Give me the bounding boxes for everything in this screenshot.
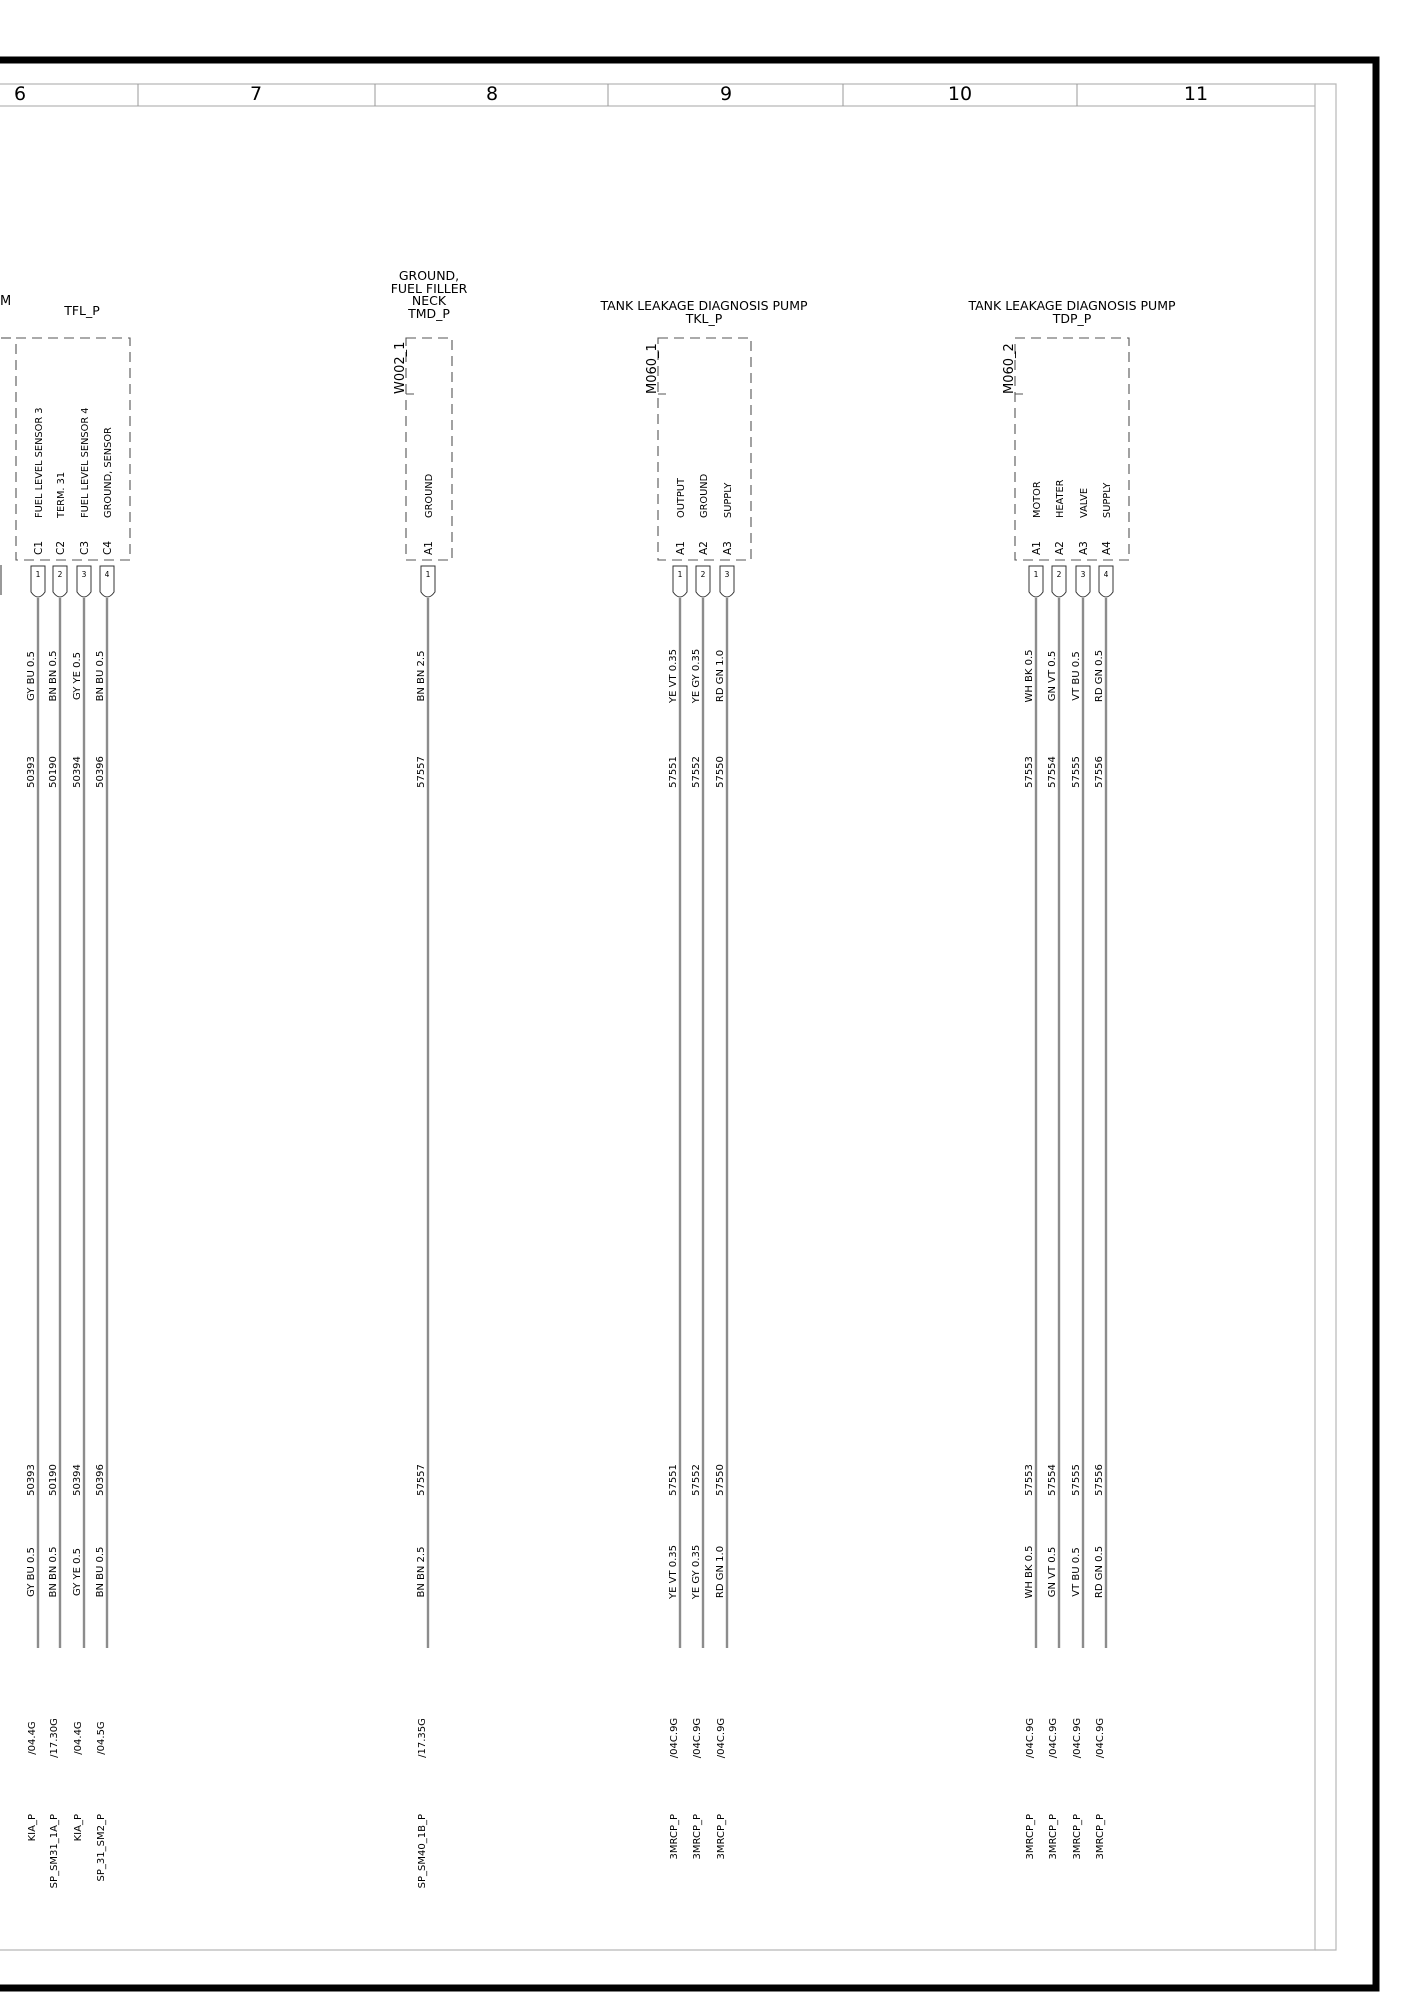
destination-page-ref: /04C.9G — [1072, 1717, 1083, 1759]
connector-housing — [406, 338, 452, 560]
wire-number-label-bottom: 50396 — [95, 1464, 106, 1496]
pin-tfl-c4 — [95, 427, 114, 1882]
pin-tkl-a2 — [691, 474, 710, 1860]
wire-color-label-top: GY BU 0.5 — [26, 651, 37, 701]
wire-color-label-bottom: YE VT 0.35 — [668, 1545, 679, 1599]
connector-title: TANK LEAKAGE DIAGNOSIS PUMP — [968, 298, 1176, 313]
wire-destination: 3MRCP_P — [716, 1814, 727, 1860]
pin-number: 3 — [81, 570, 87, 579]
destination-page-ref: /04C.9G — [716, 1717, 727, 1759]
wire-color-label-top: BN BU 0.5 — [95, 650, 106, 702]
wire-color-label-top: WH BK 0.5 — [1024, 649, 1035, 703]
wire-color-label-top: GY YE 0.5 — [72, 651, 83, 701]
pin-number: 2 — [700, 570, 706, 579]
pin-tdp-a2 — [1047, 479, 1066, 1859]
connector-tkl — [599, 298, 808, 1859]
wire-destination: 3MRCP_P — [1072, 1814, 1083, 1860]
wire-color-label-bottom: YE GY 0.35 — [691, 1544, 702, 1600]
wire-number-label-bottom: 57557 — [416, 1464, 427, 1496]
wire-color-label-bottom: GN VT 0.5 — [1047, 1546, 1058, 1598]
destination-page-ref: /04.4G — [73, 1721, 84, 1755]
connector-title: TMD_P — [408, 306, 450, 321]
wire-number-label-top: 57553 — [1024, 756, 1035, 788]
wire-destination: KIA_P — [27, 1814, 38, 1842]
wire-destination: SP_SM40_1B_P — [417, 1814, 428, 1889]
wire-number-label-bottom: 57554 — [1047, 1464, 1058, 1496]
destination-page-ref: /04.4G — [27, 1721, 38, 1755]
pin-number: 1 — [1033, 570, 1039, 579]
connectors — [16, 268, 1176, 1888]
connector-title: TDP_P — [1052, 311, 1092, 326]
pin-function-label: MOTOR — [1032, 481, 1043, 518]
connector-housing — [658, 338, 751, 560]
column-number: 10 — [947, 83, 973, 105]
column-number: 6 — [13, 83, 27, 105]
outer-border — [0, 60, 1376, 1988]
wire-destination: 3MRCP_P — [1048, 1814, 1059, 1860]
pin-function-label: SUPPLY — [1102, 482, 1113, 518]
connector-title: GROUND, — [398, 268, 460, 283]
connector-reference: M060_1 — [645, 343, 660, 394]
pin-tfl-c2 — [48, 472, 67, 1888]
wire-number-label-bottom: 57550 — [715, 1464, 726, 1496]
connector-title: TFL_P — [64, 303, 100, 318]
wire-color-label-bottom: RD GN 1.0 — [715, 1545, 726, 1599]
wire-destination: 3MRCP_P — [1095, 1814, 1106, 1860]
wire-number-label-top: 57556 — [1094, 756, 1105, 788]
wire-color-label-top: BN BN 2.5 — [416, 650, 427, 702]
pin-designator: A2 — [698, 541, 710, 555]
pin-function-label: HEATER — [1055, 479, 1066, 518]
pin-tdp-a4 — [1094, 483, 1113, 1860]
pin-function-label: GROUND — [699, 473, 710, 518]
wire-destination: SP_31_SM2_P — [96, 1814, 107, 1882]
wire-color-label-top: RD GN 0.5 — [1094, 649, 1105, 703]
pin-number: 2 — [57, 570, 63, 579]
destination-page-ref: /17.30G — [49, 1718, 60, 1758]
pin-designator: A3 — [722, 541, 734, 555]
pin-designator: A1 — [1031, 541, 1043, 555]
wire-destination: 3MRCP_P — [692, 1814, 703, 1860]
wire-color-label-bottom: VT BU 0.5 — [1071, 1547, 1082, 1597]
wire-color-label-bottom: WH BK 0.5 — [1024, 1545, 1035, 1599]
wire-color-label-bottom: BN BN 2.5 — [416, 1546, 427, 1598]
connector-reference: W002_1 — [393, 341, 408, 394]
pin-function-label: SUPPLY — [723, 482, 734, 518]
sheet-frame — [0, 60, 1376, 1988]
wire-destination: KIA_P — [73, 1814, 84, 1842]
wire-number-label-bottom: 50393 — [26, 1464, 37, 1496]
wire-number-label-bottom: 50190 — [48, 1464, 59, 1496]
column-number: 9 — [719, 83, 733, 105]
wire-color-label-top: BN BN 0.5 — [48, 650, 59, 702]
column-number: 7 — [249, 83, 263, 105]
pin-designator: C1 — [33, 540, 45, 555]
wire-number-label-top: 57555 — [1071, 756, 1082, 788]
connector-title: TKL_P — [685, 311, 723, 326]
connector-title: TANK LEAKAGE DIAGNOSIS PUMP — [600, 298, 808, 313]
pin-tfl-c3 — [72, 407, 91, 1841]
pin-tdp-a3 — [1071, 488, 1090, 1860]
pin-number: 3 — [724, 570, 730, 579]
pin-designator: A3 — [1078, 541, 1090, 555]
column-number: 11 — [1183, 83, 1209, 105]
pin-function-label: FUEL LEVEL SENSOR 3 — [34, 407, 45, 518]
pin-number: 3 — [1080, 570, 1086, 579]
wire-color-label-bottom: BN BU 0.5 — [95, 1546, 106, 1598]
destination-page-ref: /04C.9G — [669, 1717, 680, 1759]
wire-color-label-bottom: GY YE 0.5 — [72, 1547, 83, 1597]
wire-color-label-bottom: BN BN 0.5 — [48, 1546, 59, 1598]
wire-number-label-top: 57550 — [715, 756, 726, 788]
pin-designator: A2 — [1054, 541, 1066, 555]
pin-function-label: TERM. 31 — [56, 471, 67, 518]
pin-tkl-a3 — [715, 483, 734, 1860]
wire-number-label-bottom: 57555 — [1071, 1464, 1082, 1496]
pin-function-label: GROUND — [424, 473, 435, 518]
wire-number-label-bottom: 57553 — [1024, 1464, 1035, 1496]
wire-number-label-top: 57551 — [668, 756, 679, 788]
wire-color-label-top: GN VT 0.5 — [1047, 650, 1058, 702]
pin-tfl-c1 — [26, 407, 45, 1841]
pin-function-label: GROUND, SENSOR — [103, 427, 114, 518]
pin-designator: C3 — [79, 540, 91, 555]
pin-tkl-a1 — [668, 477, 687, 1859]
destination-page-ref: /04C.9G — [692, 1717, 703, 1759]
wire-destination: 3MRCP_P — [669, 1814, 680, 1860]
destination-page-ref: /04C.9G — [1025, 1717, 1036, 1759]
wire-color-label-top: YE VT 0.35 — [668, 649, 679, 703]
wire-color-label-top: RD GN 1.0 — [715, 649, 726, 703]
connector-housing — [1015, 338, 1129, 560]
connector-tfl — [16, 303, 130, 1888]
pin-number: 4 — [104, 570, 110, 579]
connector-tmd — [391, 268, 468, 1888]
pin-designator: C2 — [55, 540, 67, 555]
destination-page-ref: /04C.9G — [1095, 1717, 1106, 1759]
wire-color-label-bottom: GY BU 0.5 — [26, 1547, 37, 1597]
pin-designator: C4 — [102, 540, 114, 555]
right-margin-rule — [1315, 84, 1336, 1950]
connector-reference: M060_2 — [1002, 343, 1017, 394]
wire-number-label-bottom: 57551 — [668, 1464, 679, 1496]
wire-number-label-top: 50190 — [48, 756, 59, 788]
wire-number-label-bottom: 50394 — [72, 1464, 83, 1496]
connector-tdp — [967, 298, 1176, 1859]
pin-number: 1 — [35, 570, 41, 579]
pin-designator: A4 — [1101, 541, 1113, 555]
pin-function-label: VALVE — [1079, 487, 1090, 518]
wire-number-label-top: 50396 — [95, 756, 106, 788]
wire-number-label-top: 57554 — [1047, 756, 1058, 788]
column-number: 8 — [485, 83, 499, 105]
pin-number: 1 — [677, 570, 683, 579]
connector-title: NECK — [411, 293, 447, 308]
wire-number-label-top: 50393 — [26, 756, 37, 788]
pin-designator: A1 — [423, 541, 435, 555]
wire-destination: SP_SM31_1A_P — [49, 1814, 60, 1889]
wire-number-label-bottom: 57552 — [691, 1464, 702, 1496]
destination-page-ref: /04C.9G — [1048, 1717, 1059, 1759]
wire-number-label-top: 57552 — [691, 756, 702, 788]
pin-function-label: OUTPUT — [676, 478, 687, 518]
wire-number-label-bottom: 57556 — [1094, 1464, 1105, 1496]
pin-tmd-a1 — [416, 474, 435, 1889]
wire-color-label-bottom: RD GN 0.5 — [1094, 1545, 1105, 1599]
partial-connector-label: M — [0, 294, 12, 309]
pin-number: 2 — [1056, 570, 1062, 579]
pin-tdp-a1 — [1024, 481, 1043, 1859]
pin-designator: A1 — [675, 541, 687, 555]
connector-title: FUEL FILLER — [390, 281, 468, 296]
pin-number: 4 — [1103, 570, 1109, 579]
pin-function-label: FUEL LEVEL SENSOR 4 — [80, 407, 91, 518]
destination-page-ref: /17.35G — [417, 1718, 428, 1758]
wire-number-label-top: 57557 — [416, 756, 427, 788]
pin-number: 1 — [425, 570, 431, 579]
wire-destination: 3MRCP_P — [1025, 1814, 1036, 1860]
destination-page-ref: /04.5G — [96, 1721, 107, 1755]
wire-number-label-top: 50394 — [72, 756, 83, 788]
wire-color-label-top: VT BU 0.5 — [1071, 651, 1082, 701]
wire-color-label-top: YE GY 0.35 — [691, 648, 702, 704]
column-grid — [0, 83, 1208, 595]
